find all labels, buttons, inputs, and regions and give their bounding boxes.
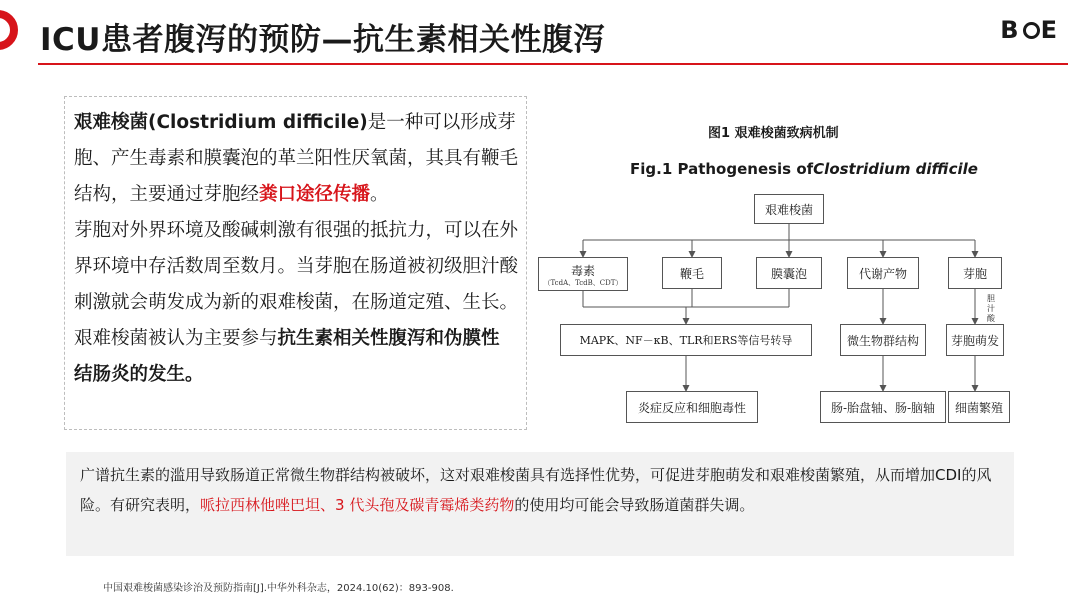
intro-red-emphasis: 粪口途径传播 — [259, 184, 371, 205]
node-signal-transduction: MAPK、NF－κB、TLR和ERS等信号转导 — [560, 324, 812, 356]
node-inflammation: 炎症反应和细胞毒性 — [626, 391, 758, 423]
brand-letter-b: B — [1000, 16, 1022, 44]
note-drug-highlight: 哌拉西林他唑巴坦、3 代头孢及碳青霉烯类药物 — [200, 496, 515, 514]
page-title: ICU患者腹泻的预防—抗生素相关性腹泻 — [40, 22, 605, 58]
figure-caption-en-prefix: Fig.1 Pathogenesis of — [630, 160, 814, 178]
node-toxin: 毒素 — [538, 257, 628, 291]
node-gut-axis: 肠-胎盘轴、肠-脑轴 — [820, 391, 946, 423]
node-c-difficile: 艰难梭菌 — [754, 194, 824, 224]
node-toxin-subtitle: （TcdA、TcdB、CDT） — [543, 279, 623, 287]
intro-p3-bold: 抗生素相关性腹泻和伪膜性结肠炎的发生。 — [74, 328, 500, 385]
intro-text: 是一种可以形成芽胞、产生毒素和膜囊泡的革兰阳性厌氧菌，其具有鞭毛结构，主要通过芽胞经 — [74, 112, 519, 205]
antibiotic-note-text — [80, 460, 1000, 520]
node-metabolite: 代谢产物 — [847, 257, 919, 289]
figure-caption-en-italic: Clostridium difficile — [813, 160, 978, 178]
brand-letter-e: E — [1040, 16, 1060, 44]
node-bacterial-proliferation: 细菌繁殖 — [948, 391, 1010, 423]
figure-caption-cn: 图1 艰难梭菌致病机制 — [708, 126, 839, 141]
intro-text-end: 。 — [370, 184, 389, 205]
antibiotic-note-box — [66, 452, 1014, 556]
note-text-part2: 的使用均可能会导致肠道菌群失调。 — [514, 496, 755, 514]
node-membrane-vesicle: 膜囊泡 — [756, 257, 822, 289]
intro-paragraph-2: 芽胞对外界环境及酸碱刺激有很强的抵抗力，可以在外界环境中存活数周至数月。当芽胞在肠道被初级胆汁酸刺激就会萌发成为新的艰难梭菌，在肠道定殖、生长。 — [74, 220, 519, 313]
intro-p3-text: 艰难梭菌被认为主要参与 — [74, 328, 278, 349]
reference-citation: 中国艰难梭菌感染诊治及预防指南[J].中华外科杂志，2024.10(62)：893-908. — [103, 583, 454, 594]
node-flagella: 鞭毛 — [662, 257, 722, 289]
bile-acid-label: 胆汁酸 — [987, 294, 995, 323]
node-spore: 芽胞 — [948, 257, 1002, 289]
node-spore-germination: 芽胞萌发 — [946, 324, 1004, 356]
intro-bold-term: 艰难梭菌(Clostridium difficile) — [74, 112, 368, 133]
note-text-part1: 广谱抗生素的滥用导致肠道正常微生物群结构被破坏，这对艰难梭菌具有选择性优势，可促进芽胞萌发和艰难梭菌繁殖，从而增加CDI的风险。有研究表明， — [80, 466, 992, 514]
node-microbiota-structure: 微生物群结构 — [840, 324, 926, 356]
